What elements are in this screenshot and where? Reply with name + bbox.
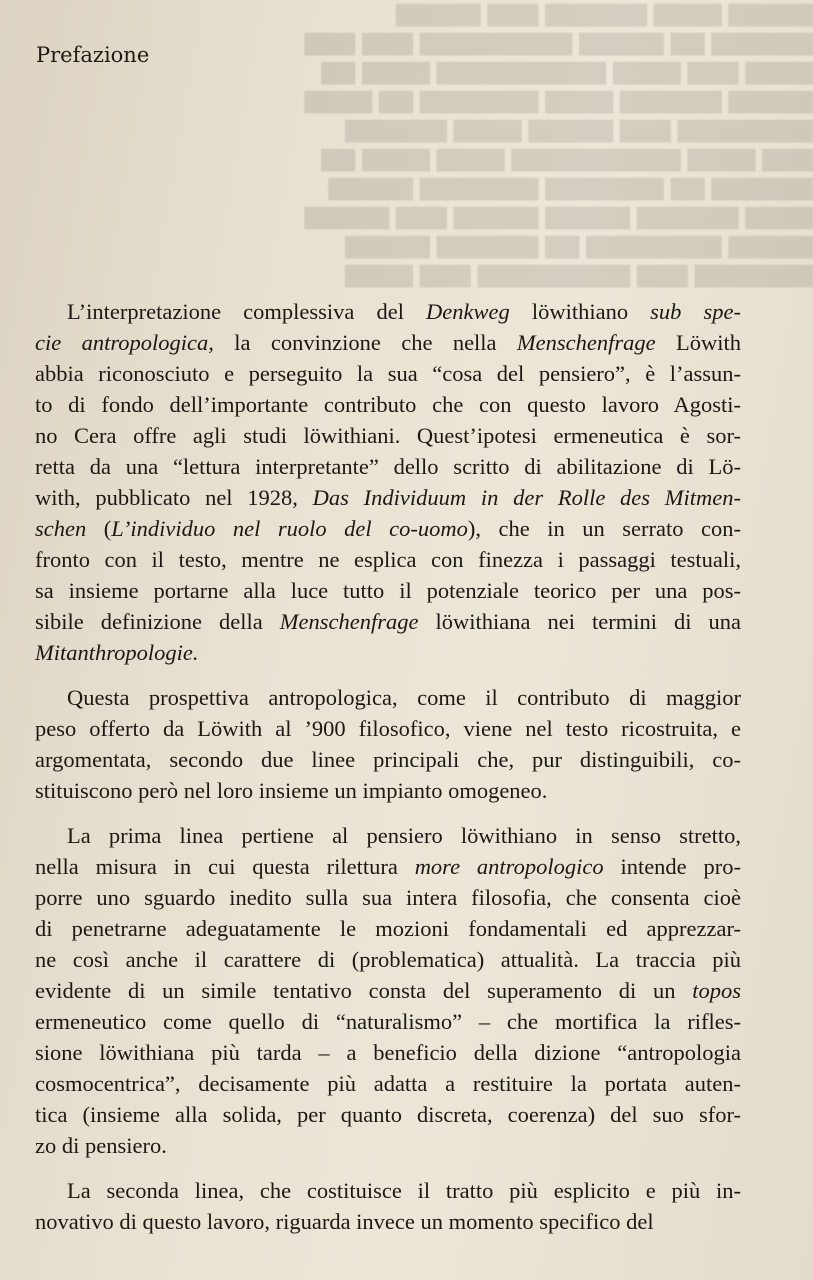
text-run: L’interpretazione complessiva del [67,299,427,324]
italic-term: Mitanthropologie. [35,640,199,665]
text-line [35,451,741,482]
text-run: Questa prospettiva antropologica, come il contributo di maggior [67,685,741,710]
text-line [35,606,741,637]
text-run: cosmocentrica”, decisamente più adatta a restituire la portata auten- [35,1071,741,1096]
italic-term: Das Individuum in der Rolle des Mitmen- [312,485,741,510]
text-line [35,575,741,606]
text-run: intende pro- [603,854,741,879]
text-run: evidente di un simile tentativo consta del superamento di un [35,978,693,1003]
show-through-texture: ▇▇▇▇▇ ▇▇▇▇ ▇▇▇▇▇▇ ▇▇▇ ▇▇▇▇▇ ▇▇▇▇▇▇ ▇▇ ▇▇▇▇▇ ▇▇▇▇▇▇▇▇▇ ▇▇▇ ▇▇▇ ▇▇▇▇ ▇▇▇ ▇▇▇▇ ▇▇▇▇▇▇▇▇▇▇ ▇▇▇▇ ▇▇ ▇▇▇▇▇ ▇▇▇▇▇▇ ▇▇▇▇ ▇▇▇▇▇▇▇ ▇▇ ▇▇▇▇ ▇▇▇▇▇▇▇▇ ▇▇▇ ▇▇▇▇▇ ▇▇▇▇ ▇▇▇▇▇▇ ▇▇▇ ▇▇▇▇ ▇▇▇▇▇▇▇▇▇▇ ▇▇▇▇ ▇▇▇▇ ▇▇ ▇▇▇▇▇▇ ▇▇ ▇▇▇▇▇▇▇ ▇▇▇▇▇▇▇ ▇▇▇▇▇ ▇▇▇▇ ▇▇▇▇▇▇ ▇▇▇▇▇ ▇▇▇▇▇ ▇▇▇ ▇▇▇▇▇ ▇▇▇▇▇ ▇▇▇▇▇▇▇▇ ▇▇ ▇▇▇▇▇▇ ▇▇▇▇▇ ▇▇▇▇▇▇▇ ▇▇▇ ▇▇▇▇▇▇▇▇▇ ▇▇▇ ▇▇▇▇ [304,2,813,288]
text-line [35,1099,741,1130]
text-run: löwithiano [509,299,651,324]
text-line [35,820,741,851]
text-line [35,637,741,668]
text-run: löwithiana nei termini di una [418,609,741,634]
text-run: zo di pensiero. [35,1133,167,1158]
text-run: porre uno sguardo inedito sulla sua intera filosofia, che consenta cioè [35,885,741,910]
text-run: nella misura in cui questa rilettura [35,854,415,879]
text-run: sione löwithiana più tarda – a beneficio della dizione “antropologia [35,1040,741,1065]
text-run: la convinzione che nella [213,330,517,355]
text-line [35,420,741,451]
paragraph [35,1175,741,1237]
text-line [35,682,741,713]
text-line [35,544,741,575]
text-line [35,327,741,358]
text-line [35,851,741,882]
text-run: La seconda linea, che costituisce il tratto più esplicito e più in- [67,1178,741,1203]
text-run: stituiscono però nel loro insieme un impianto omogeneo. [35,778,548,803]
italic-term: L’individuo nel ruolo del co-uomo [111,516,468,541]
text-line [35,944,741,975]
text-line [35,744,741,775]
text-run: ), che in un serrato con- [467,516,742,541]
text-run: peso offerto da Löwith al ’900 filosofico, viene nel testo ricostruita, e [35,716,741,741]
page-heading: Prefazione [36,43,150,67]
text-run: sibile definizione della [35,609,280,634]
text-run: abbia riconosciuto e perseguito la sua “cosa del pensiero”, è l’assun- [35,361,741,386]
text-line [35,882,741,913]
text-line [35,358,741,389]
text-line [35,975,741,1006]
body-text [35,296,741,1251]
text-line [35,1206,741,1237]
text-run: di penetrarne adeguatamente le mozioni fondamentali ed apprezzar- [35,916,741,941]
text-line [35,1175,741,1206]
italic-term: Denkweg [426,299,510,324]
text-run: ne così anche il carattere di (problematica) attualità. La traccia più [35,947,741,972]
italic-term: Menschenfrage [279,609,419,634]
text-line [35,482,741,513]
italic-term: sub spe- [650,299,741,324]
text-run: sa insieme portarne alla luce tutto il potenziale teorico per una pos- [35,578,741,603]
text-line [35,913,741,944]
text-run: ermeneutico come quello di “naturalismo” – che mortifica la rifles- [35,1009,741,1034]
text-line [35,389,741,420]
paragraph [35,682,741,806]
text-line [35,1068,741,1099]
text-run: tica (insieme alla solida, per quanto discreta, coerenza) del suo sfor- [35,1102,741,1127]
text-run: argomentata, secondo due linee principali che, pur distinguibili, co- [35,747,741,772]
italic-term: Menschenfrage [516,330,656,355]
text-run: with, pubblicato nel 1928, [35,485,313,510]
text-run: novativo di questo lavoro, riguarda invece un momento specifico del [35,1209,654,1234]
text-run: Löwith [655,330,741,355]
text-run: no Cera offre agli studi löwithiani. Quest’ipotesi ermeneutica è sor- [35,423,741,448]
paragraph [35,296,741,668]
text-run: fronto con il testo, mentre ne esplica con finezza i passaggi testuali, [35,547,741,572]
text-run: to di fondo dell’importante contributo che con questo lavoro Agosti- [35,392,741,417]
text-run: retta da una “lettura interpretante” dello scritto di abilitazione di Lö- [35,454,741,479]
italic-term: topos [692,978,741,1003]
text-line [35,296,741,327]
text-line [35,1037,741,1068]
italic-term: more antropologico [414,854,604,879]
text-line [35,1130,741,1161]
italic-term: schen [35,516,87,541]
italic-term: cie antropologica, [35,330,214,355]
text-run: La prima linea pertiene al pensiero löwithiano in senso stretto, [67,823,741,848]
paragraph [35,820,741,1161]
text-line [35,513,741,544]
text-line [35,1006,741,1037]
text-run: ( [86,516,112,541]
text-line [35,713,741,744]
text-line [35,775,741,806]
